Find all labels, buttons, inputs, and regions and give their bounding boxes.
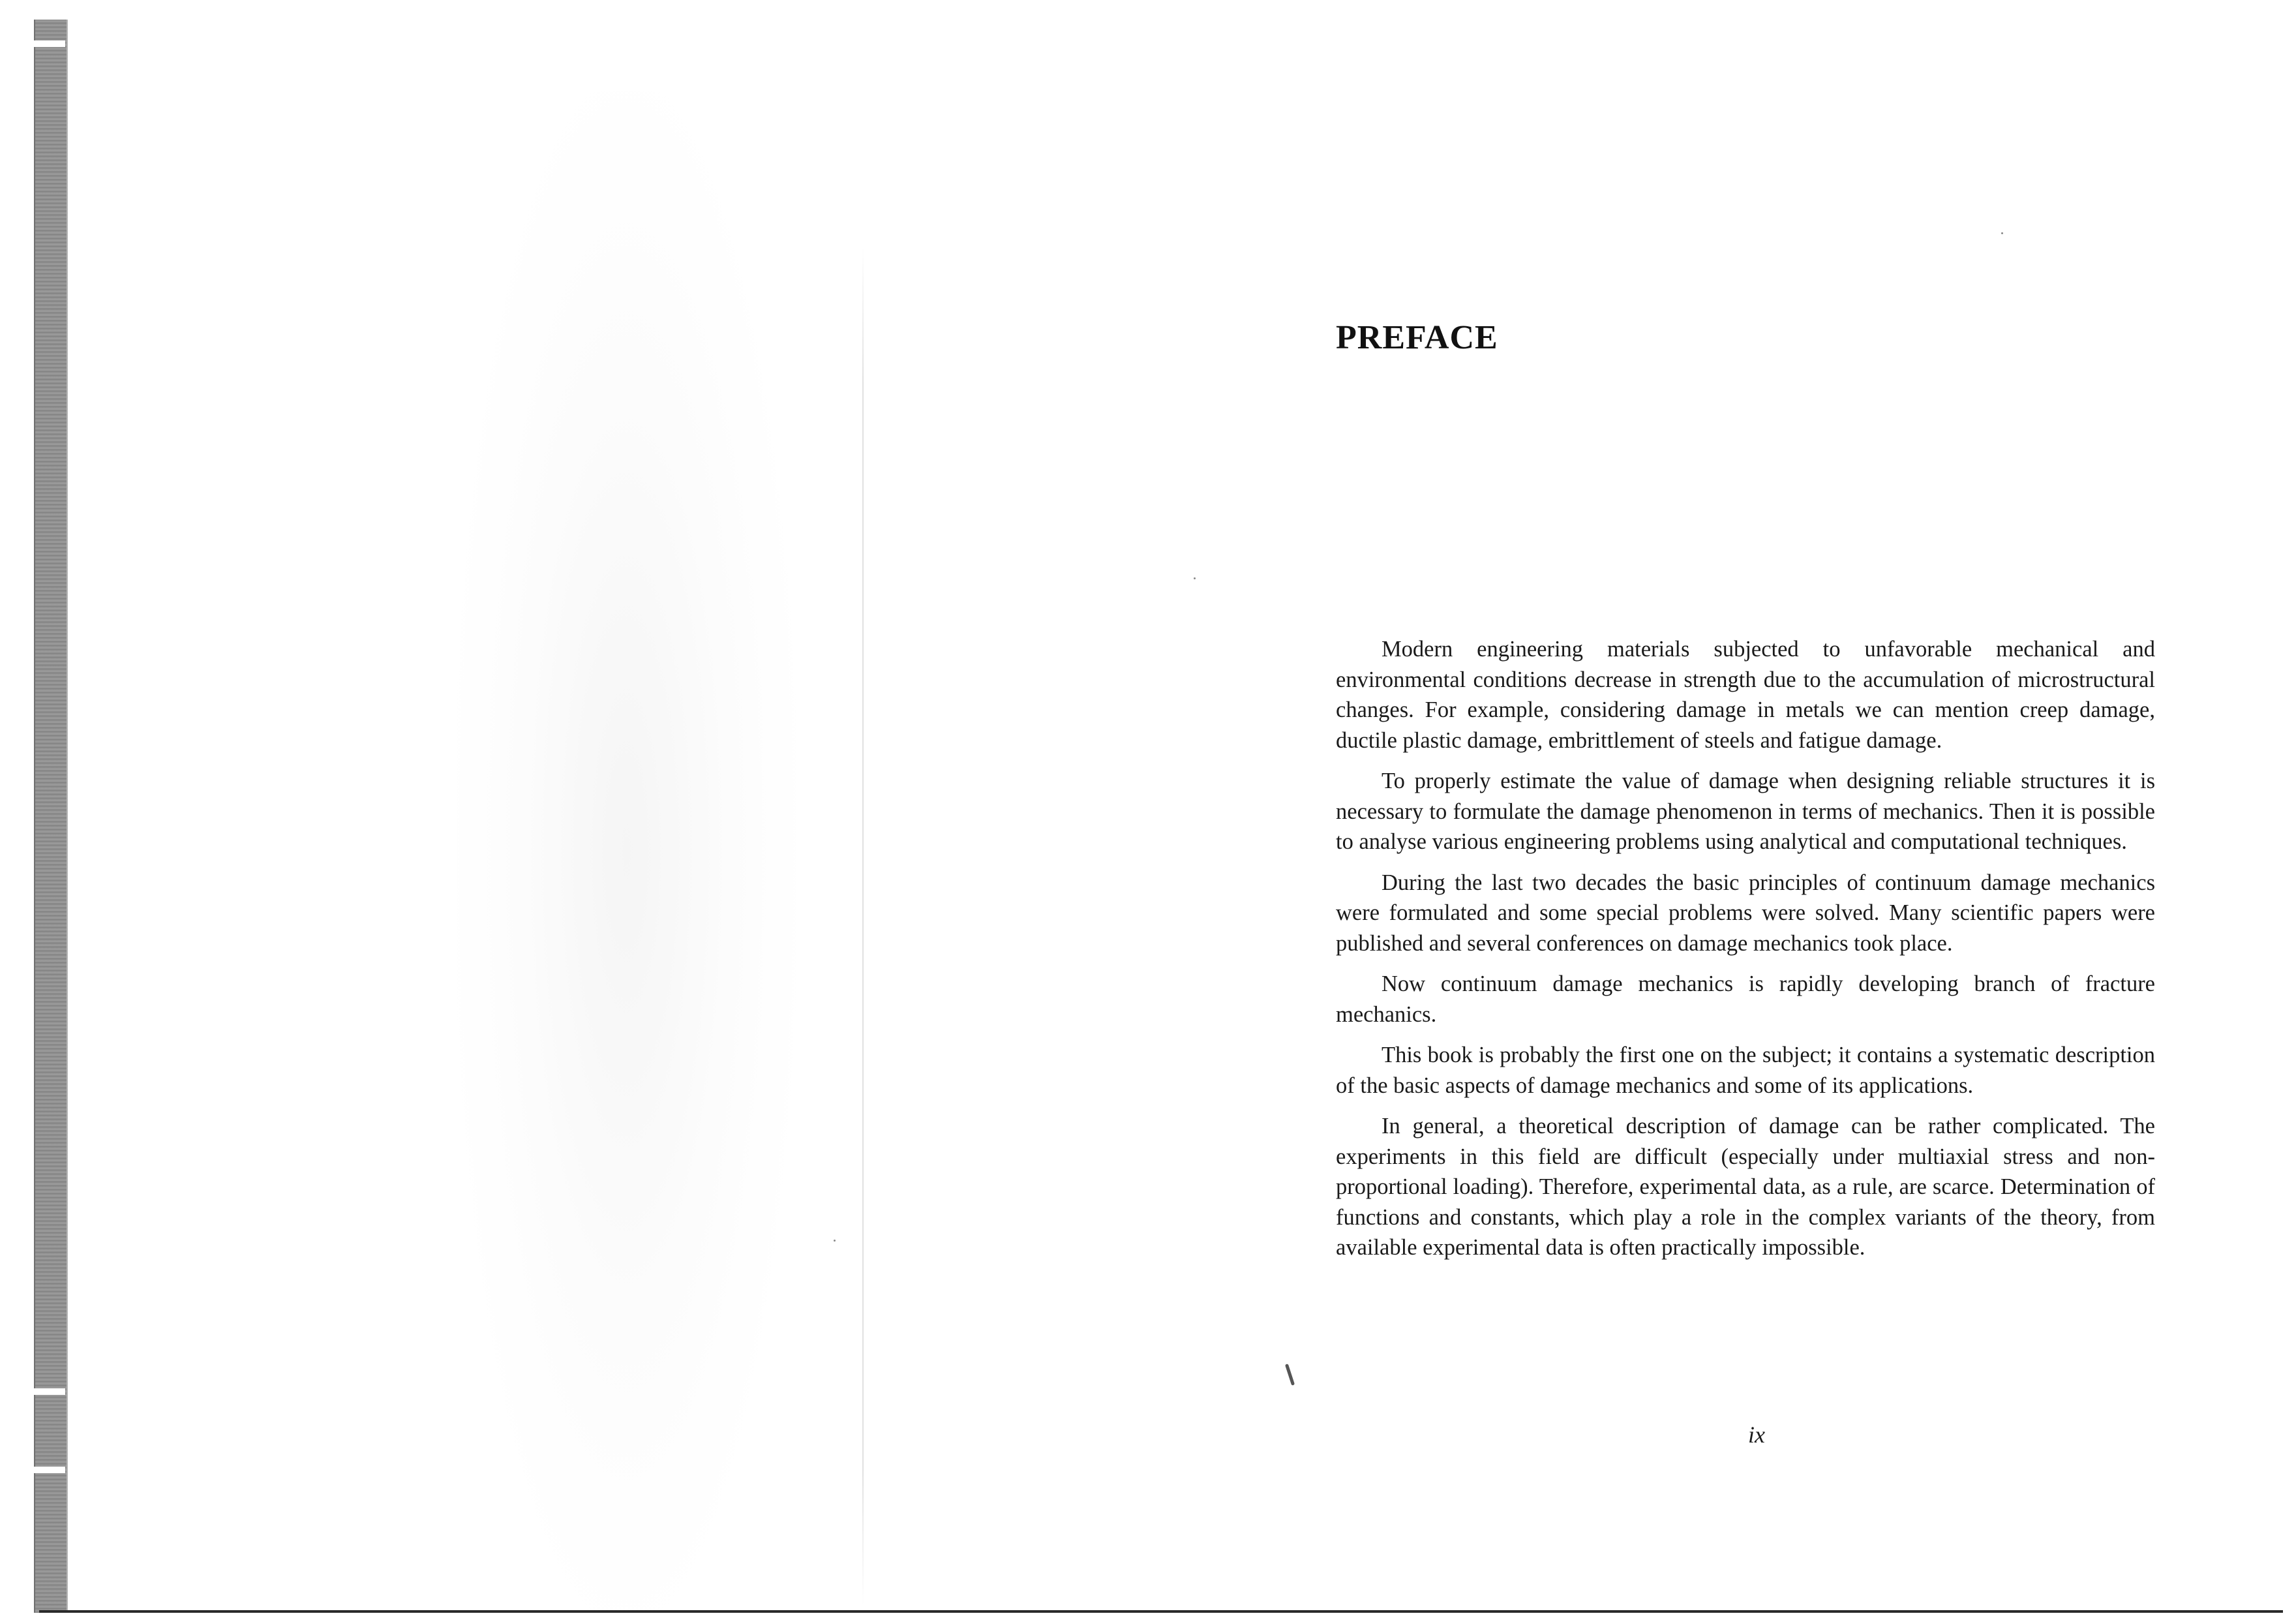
paragraph: Modern engineering materials subjected to unfavorable mechanical and environmental conditions decrease in strength due to the accumulation of microstructural changes. For example, considering damage in metals we can mention creep damage, ductile plastic damage, embrittlement of steels and fatigue damage. [1336, 637, 2155, 753]
scan-speck [2001, 232, 2003, 234]
page-gutter [862, 248, 864, 1605]
scan-speck [1194, 577, 1196, 579]
paragraph: This book is probably the first one on the subject; it contains a systematic description of the basic aspects of damage mechanics and some of its applications. [1336, 1043, 2155, 1098]
binding-notch-bottom [34, 1467, 65, 1473]
paragraph: During the last two decades the basic principles of continuum damage mechanics were formulated and some special problems were solved. Many scientific papers were published and several conferences on damage mechanics took place. [1336, 870, 2155, 956]
page-bottom-edge [39, 1610, 2283, 1613]
binding-edge [34, 20, 68, 1613]
binding-notch-lower [34, 1388, 65, 1395]
binding-notch-top [34, 40, 65, 47]
paragraph: In general, a theoretical description of damage can be rather complicated. The experiments in this field are difficult (especially under multiaxial stress and non-proportional loading). Therefore, experimental data, as a rule, are scarce. Determination of functions and constants, which play a role in the complex variants of the theory, from available experimental data is often practically impossible. [1336, 1114, 2155, 1260]
page-title: PREFACE [1336, 319, 1498, 356]
scan-mark [1285, 1364, 1295, 1386]
left-page-bleed-through [457, 91, 796, 1611]
paragraph: Now continuum damage mechanics is rapidly developing branch of fracture mechanics. [1336, 971, 2155, 1027]
page-number: ix [1748, 1422, 1765, 1448]
scan-speck [834, 1240, 836, 1242]
preface-body [1336, 634, 2155, 1274]
paragraph: To properly estimate the value of damage when designing reliable structures it is necessary to formulate the damage phenomenon in terms of mechanics. Then it is possible to analyse various engineering problems using analytical and computational techniques. [1336, 769, 2155, 854]
